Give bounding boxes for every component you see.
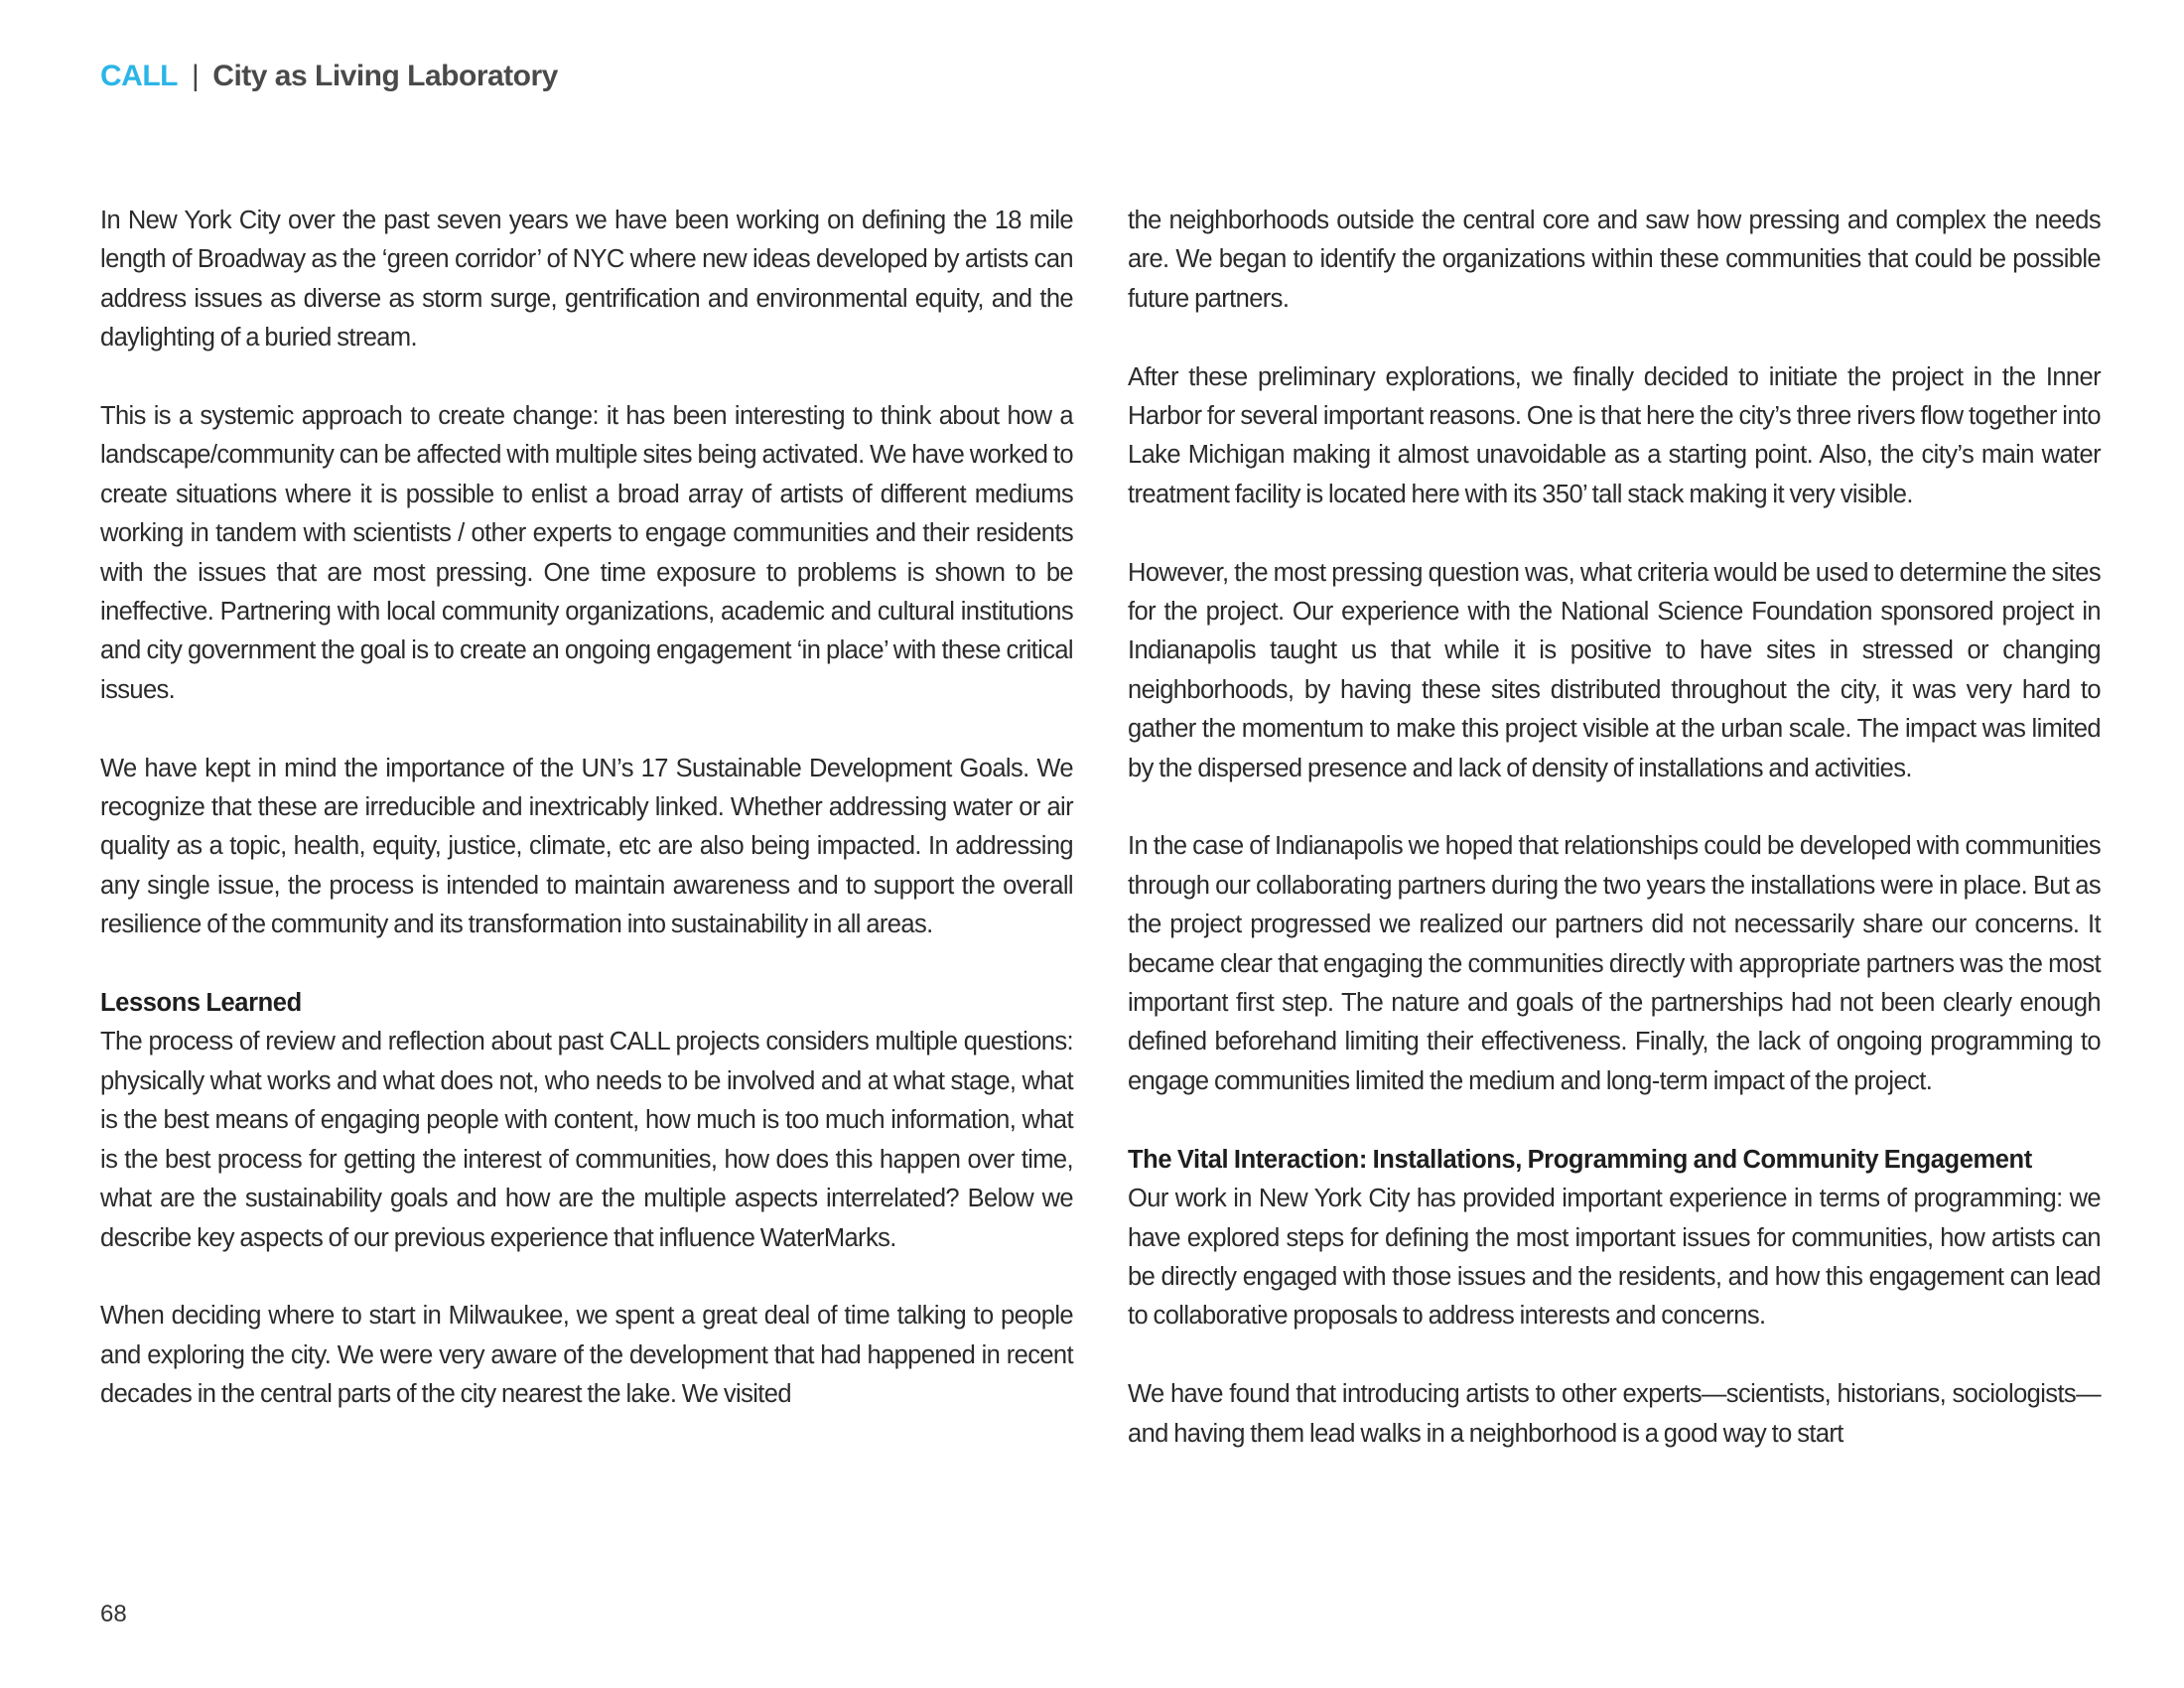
header-separator: | [191, 60, 200, 92]
section-heading-vital-interaction: The Vital Interaction: Installations, Programming and Community Engagement [1128, 1145, 2032, 1174]
right-paragraph-3: However, the most pressing question was, what criteria would be used to determine the sites for the project. Our experience with the National Science Foundation sponsored project in Indianapolis taught us that while it is positive to have sites in stressed or changing neighborhoods, by having these sites distributed throughout the city, it was very hard to gather the momentum to make this project visible at the urban scale. The impact was limited by the dispersed presence and lack of density of installations and activities. [1128, 558, 2101, 782]
right-paragraph-4: In the case of Indianapolis we hoped that relationships could be developed with communities through our collaborating partners during the two years the installations were in place. But as the project progressed we realized our partners did not necessarily share our concerns. It became clear that engaging the communities directly with appropriate partners was the most important first step. The nature and goals of the partnerships had not been clearly enough defined beforehand limiting their effectiveness. Finally, the lack of ongoing programming to engage communities limited the medium and long-term impact of the project. [1128, 832, 2101, 1095]
right-paragraph-1: the neighborhoods outside the central core and saw how pressing and complex the needs are. We began to identify the organizations within these communities that could be possible future partners. [1128, 207, 2101, 313]
right-paragraph-2: After these preliminary explorations, we finally decided to initiate the project in the Inner Harbor for several important reasons. One is that here the city’s three rivers flow together into Lake Michigan making it almost unavoidable as a starting point. Also, the city’s main water treatment facility is located here with its 350’ tall stack making it very visible. [1128, 362, 2101, 508]
section-heading-lessons-learned: Lessons Learned [100, 989, 302, 1018]
page-number: 68 [100, 1601, 127, 1627]
left-paragraph-3: We have kept in mind the importance of the UN’s 17 Sustainable Development Goals. We recognize that these are irreducible and inextricably linked. Whether addressing water or air quality as a topic, health, equity, justice, climate, etc are also being impacted. In addressing any single issue, the process is intended to maintain awareness and to support the overall resilience of the community and its transformation into sustainability in all areas. [100, 754, 1073, 939]
left-paragraph-5: When deciding where to start in Milwaukee, we spent a great deal of time talking to people and exploring the city. We were very aware of the development that had happened in recent decades in the central parts of the city nearest the lake. We visited [100, 1302, 1073, 1409]
left-paragraph-1: In New York City over the past seven years we have been working on defining the 18 mile length of Broadway as the ‘green corridor’ of NYC where new ideas developed by artists can address issues as diverse as storm surge, gentrification and environmental equity, and the daylighting of a buried stream. [100, 207, 1073, 352]
left-paragraph-4: The process of review and reflection about past CALL projects considers multiple questions: physically what works and what does not, who needs to be involved and at what stage, what is the best means of engaging people with content, how much is too much information, what is the best process for getting the interest of communities, how does this happen over time, what are the sustainability goals and how are the multiple aspects interrelated? Below we describe key aspects of our previous experience that influence WaterMarks. [100, 1028, 1073, 1252]
header-brand: CALL [100, 60, 178, 92]
right-paragraph-5: Our work in New York City has provided important experience in terms of programming: we have explored steps for defining the most important issues for communities, how artists can be directly engaged with those issues and the residents, and how this engagement can lead to collaborative proposals to address interests and concerns. [1128, 1185, 2101, 1331]
left-column [100, 202, 1073, 1415]
right-paragraph-6: We have found that introducing artists to other experts—scientists, historians, sociologists—and having them lead walks in a neighborhood is a good way to start [1128, 1380, 2101, 1448]
right-column [1128, 202, 2101, 1454]
running-header [100, 60, 558, 93]
header-title: City as Living Laboratory [212, 60, 558, 92]
left-paragraph-2: This is a systemic approach to create change: it has been interesting to think about how a landscape/community can be affected with multiple sites being activated. We have worked to create situations where it is possible to enlist a broad array of artists of different mediums working in tandem with scientists / other experts to engage communities and their residents with the issues that are most pressing. One time exposure to problems is shown to be ineffective. Partnering with local community organizations, academic and cultural institutions and city government the goal is to create an ongoing engagement ‘in place’ with these critical issues. [100, 402, 1073, 704]
